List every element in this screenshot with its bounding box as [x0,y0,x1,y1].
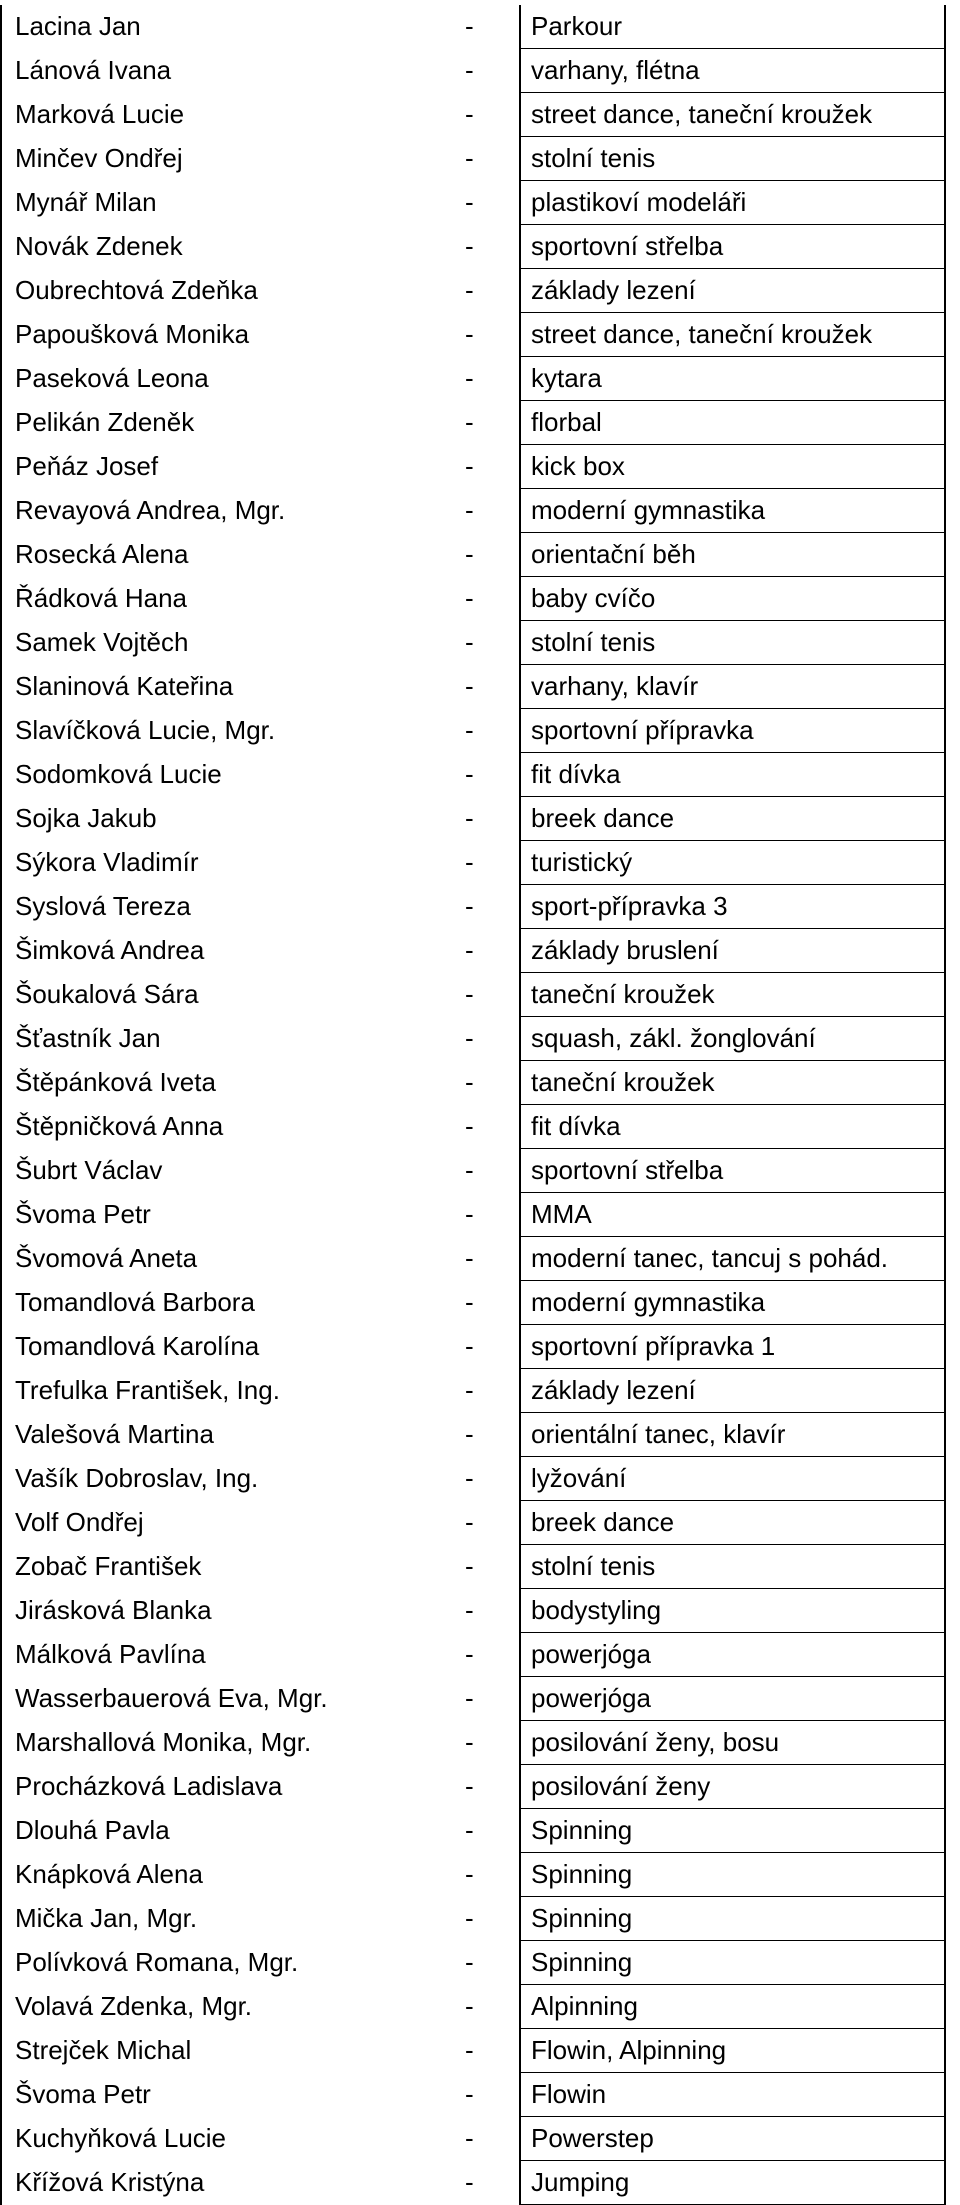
person-name-cell: Volavá Zdenka, Mgr. [1,1985,445,2029]
person-name-cell: Šťastník Jan [1,1017,445,1061]
separator-cell: - [465,1947,474,1977]
person-name-cell: Kuchyňková Lucie [1,2117,445,2161]
table-row [1,1501,945,1545]
person-name-cell: Tomandlová Barbora [1,1281,445,1325]
table-row [1,1413,945,1457]
person-name-cell: Vašík Dobroslav, Ing. [1,1457,445,1501]
person-name-cell: Šoukalová Sára [1,973,445,1017]
separator-cell: - [465,1375,474,1405]
table-row [1,709,945,753]
table-row [1,1061,945,1105]
activity-cell: sport-přípravka 3 [520,885,945,929]
person-name-cell: Slavíčková Lucie, Mgr. [1,709,445,753]
activity-cell: stolní tenis [520,621,945,665]
instructor-activity-table [0,5,946,2205]
table-row [1,49,945,93]
person-name-cell: Novák Zdenek [1,225,445,269]
activity-cell: sportovní přípravka [520,709,945,753]
activity-cell: squash, zákl. žonglování [520,1017,945,1061]
separator-cell: - [465,231,474,261]
person-name-cell: Papoušková Monika [1,313,445,357]
activity-cell: varhany, flétna [520,49,945,93]
person-name-cell: Mička Jan, Mgr. [1,1897,445,1941]
activity-cell: lyžování [520,1457,945,1501]
table-row [1,181,945,225]
activity-cell: taneční kroužek [520,1061,945,1105]
person-name-cell: Tomandlová Karolína [1,1325,445,1369]
person-name-cell: Dlouhá Pavla [1,1809,445,1853]
activity-cell: Flowin, Alpinning [520,2029,945,2073]
activity-cell: moderní gymnastika [520,489,945,533]
separator-cell: - [465,1199,474,1229]
table-row [1,665,945,709]
person-name-cell: Oubrechtová Zdeňka [1,269,445,313]
table-row [1,1545,945,1589]
person-name-cell: Trefulka František, Ing. [1,1369,445,1413]
table-row [1,1677,945,1721]
separator-cell: - [465,759,474,789]
activity-cell: sportovní přípravka 1 [520,1325,945,1369]
person-name-cell: Samek Vojtěch [1,621,445,665]
activity-cell: kick box [520,445,945,489]
separator-cell: - [465,11,474,42]
activity-cell: Parkour [520,5,945,49]
table-row [1,2117,945,2161]
activity-cell: varhany, klavír [520,665,945,709]
table-row [1,1897,945,1941]
separator-cell: - [465,143,474,173]
table-row [1,1325,945,1369]
separator-cell: - [465,671,474,701]
activity-cell: sportovní střelba [520,1149,945,1193]
table-row [1,577,945,621]
separator-cell: - [465,495,474,525]
separator-cell: - [465,187,474,217]
person-name-cell: Jirásková Blanka [1,1589,445,1633]
activity-cell: Powerstep [520,2117,945,2161]
separator-cell: - [465,1683,474,1713]
activity-cell: bodystyling [520,1589,945,1633]
table-row [1,929,945,973]
separator-cell: - [465,1155,474,1185]
table-row [1,1457,945,1501]
separator-cell: - [465,1111,474,1141]
activity-cell: Spinning [520,1897,945,1941]
separator-cell: - [465,1419,474,1449]
table-row [1,5,945,49]
separator-cell: - [465,1903,474,1933]
separator-cell: - [465,363,474,393]
person-name-cell: Marková Lucie [1,93,445,137]
activity-cell: moderní gymnastika [520,1281,945,1325]
separator-cell: - [465,2167,474,2197]
activity-cell: baby cvíčo [520,577,945,621]
person-name-cell: Rosecká Alena [1,533,445,577]
separator-cell: - [465,1507,474,1537]
activity-cell: Spinning [520,1853,945,1897]
person-name-cell: Revayová Andrea, Mgr. [1,489,445,533]
person-name-cell: Marshallová Monika, Mgr. [1,1721,445,1765]
person-name-cell: Pelikán Zdeněk [1,401,445,445]
table-row [1,1941,945,1985]
separator-cell: - [465,2123,474,2153]
table-row [1,2073,945,2117]
separator-cell: - [465,891,474,921]
person-name-cell: Syslová Tereza [1,885,445,929]
separator-cell: - [465,1067,474,1097]
table-row [1,1721,945,1765]
person-name-cell: Sodomková Lucie [1,753,445,797]
table-row [1,1985,945,2029]
table-row [1,401,945,445]
activity-cell: breek dance [520,1501,945,1545]
table-row [1,1853,945,1897]
table-row [1,225,945,269]
person-name-cell: Peňáz Josef [1,445,445,489]
separator-cell: - [465,1859,474,1889]
activity-cell: powerjóga [520,1633,945,1677]
person-name-cell: Sojka Jakub [1,797,445,841]
activity-cell: Spinning [520,1809,945,1853]
table-row [1,1281,945,1325]
table-row [1,313,945,357]
separator-cell: - [465,979,474,1009]
table-row [1,1589,945,1633]
activity-cell: základy lezení [520,269,945,313]
person-name-cell: Minčev Ondřej [1,137,445,181]
separator-cell: - [465,803,474,833]
separator-cell: - [465,1023,474,1053]
table-row [1,1765,945,1809]
separator-cell: - [465,847,474,877]
separator-cell: - [465,99,474,129]
table-row [1,1369,945,1413]
person-name-cell: Paseková Leona [1,357,445,401]
separator-cell: - [465,1771,474,1801]
table-row [1,1149,945,1193]
table-row [1,93,945,137]
separator-cell: - [465,55,474,85]
activity-cell: MMA [520,1193,945,1237]
activity-cell: breek dance [520,797,945,841]
separator-cell: - [465,275,474,305]
activity-cell: fit dívka [520,1105,945,1149]
separator-cell: - [465,2035,474,2065]
table-row [1,269,945,313]
table-row [1,1193,945,1237]
separator-cell: - [465,451,474,481]
table-row [1,753,945,797]
separator-cell: - [465,539,474,569]
person-name-cell: Štěpničková Anna [1,1105,445,1149]
activity-cell: Spinning [520,1941,945,1985]
table-row [1,533,945,577]
person-name-cell: Volf Ondřej [1,1501,445,1545]
activity-cell: street dance, taneční kroužek [520,93,945,137]
activity-cell: turistický [520,841,945,885]
separator-cell: - [465,1463,474,1493]
activity-cell: orientální tanec, klavír [520,1413,945,1457]
separator-cell: - [465,1331,474,1361]
person-name-cell: Procházková Ladislava [1,1765,445,1809]
separator-cell: - [465,1815,474,1845]
separator-cell: - [465,935,474,965]
activity-cell: street dance, taneční kroužek [520,313,945,357]
person-name-cell: Štěpánková Iveta [1,1061,445,1105]
person-name-cell: Řádková Hana [1,577,445,621]
person-name-cell: Švomová Aneta [1,1237,445,1281]
table-row [1,621,945,665]
activity-cell: taneční kroužek [520,973,945,1017]
activity-cell: stolní tenis [520,137,945,181]
activity-cell: základy lezení [520,1369,945,1413]
activity-cell: orientační běh [520,533,945,577]
activity-cell: Alpinning [520,1985,945,2029]
table-row [1,445,945,489]
activity-cell: posilování ženy [520,1765,945,1809]
separator-cell: - [465,1595,474,1625]
separator-cell: - [465,319,474,349]
table-row [1,1633,945,1677]
separator-cell: - [465,1243,474,1273]
table-row [1,1237,945,1281]
person-name-cell: Málková Pavlína [1,1633,445,1677]
activity-cell: plastikoví modeláři [520,181,945,225]
person-name-cell: Valešová Martina [1,1413,445,1457]
separator-cell: - [465,627,474,657]
activity-cell: základy bruslení [520,929,945,973]
separator-cell: - [465,715,474,745]
person-name-cell: Lacina Jan [1,5,445,49]
separator-cell: - [465,583,474,613]
separator-cell: - [465,2079,474,2109]
table-row [1,1809,945,1853]
activity-cell: fit dívka [520,753,945,797]
activity-cell: florbal [520,401,945,445]
separator-cell: - [465,1287,474,1317]
person-name-cell: Strejček Michal [1,2029,445,2073]
activity-cell: posilování ženy, bosu [520,1721,945,1765]
person-name-cell: Wasserbauerová Eva, Mgr. [1,1677,445,1721]
person-name-cell: Polívková Romana, Mgr. [1,1941,445,1985]
activity-cell: moderní tanec, tancuj s pohád. [520,1237,945,1281]
person-name-cell: Slaninová Kateřina [1,665,445,709]
table-row [1,489,945,533]
person-name-cell: Šubrt Václav [1,1149,445,1193]
separator-cell: - [465,1639,474,1669]
separator-cell: - [465,1991,474,2021]
separator-cell: - [465,407,474,437]
table-row [1,797,945,841]
activity-cell: Jumping [520,2161,945,2205]
table-row [1,2161,945,2205]
person-name-cell: Mynář Milan [1,181,445,225]
activity-cell: kytara [520,357,945,401]
separator-cell: - [465,1551,474,1581]
table-row [1,885,945,929]
activity-cell: powerjóga [520,1677,945,1721]
person-name-cell: Sýkora Vladimír [1,841,445,885]
person-name-cell: Zobač František [1,1545,445,1589]
table-body [1,5,945,2205]
table-row [1,137,945,181]
table-row [1,973,945,1017]
activity-cell: Flowin [520,2073,945,2117]
person-name-cell: Křížová Kristýna [1,2161,445,2205]
table-row [1,841,945,885]
table-row [1,1105,945,1149]
table-row [1,1017,945,1061]
separator-cell: - [465,1727,474,1757]
person-name-cell: Knápková Alena [1,1853,445,1897]
table-row [1,2029,945,2073]
activity-cell: stolní tenis [520,1545,945,1589]
person-name-cell: Lánová Ivana [1,49,445,93]
person-name-cell: Švoma Petr [1,2073,445,2117]
activity-cell: sportovní střelba [520,225,945,269]
person-name-cell: Švoma Petr [1,1193,445,1237]
table-row [1,357,945,401]
person-name-cell: Šimková Andrea [1,929,445,973]
